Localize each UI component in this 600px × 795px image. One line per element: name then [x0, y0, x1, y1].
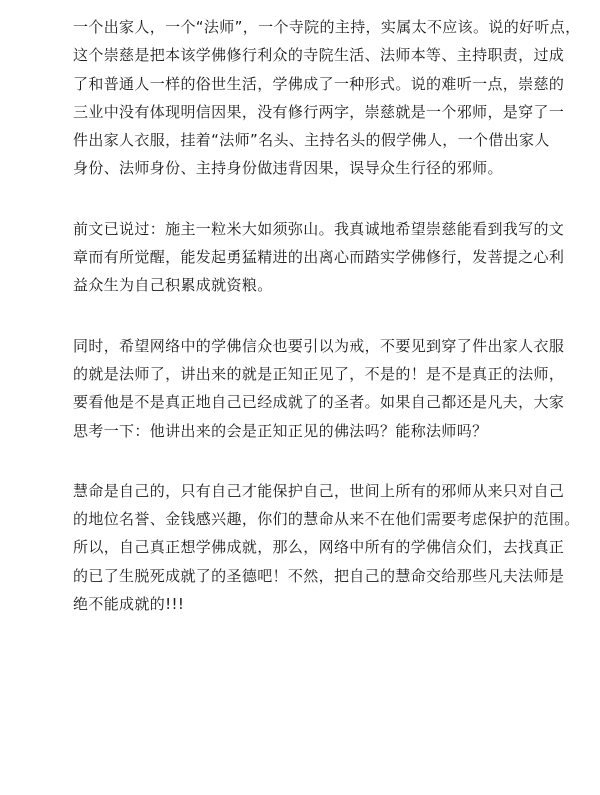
- text-line: 益众生为自己积累成就资粮。: [73, 276, 273, 295]
- text-line: 绝不能成就的!!!: [73, 595, 185, 614]
- text-line: 身份、法师身份、主持身份做违背因果，误导众生行径的邪师。: [73, 159, 503, 178]
- text-line: 的已了生脱死成就了的圣德吧！不然，把自己的慧命交给那些凡夫法师是: [73, 566, 565, 585]
- text-line: 思考一下：他讲出来的会是正知正见的佛法吗？能称法师吗？: [73, 421, 488, 440]
- text-line: 了和普通人一样的俗世生活，学佛成了一种形式。说的难听一点，崇慈的: [73, 74, 565, 93]
- paragraph-4: [73, 477, 580, 618]
- paragraph-3: [73, 332, 565, 445]
- text-line: 这个崇慈是把本该学佛修行利众的寺院生活、法师本等、主持职责，过成: [73, 46, 565, 65]
- text-line: 慧命是自己的，只有自己才能保护自己，世间上所有的邪师从来只对自己: [73, 481, 565, 500]
- text-line: 一个出家人，一个“法师”，一个寺院的主持，实属太不应该。说的好听点，: [73, 18, 581, 36]
- text-line: 的就是法师了，讲出来的就是正知正见了，不是的！是不是真正的法师，: [73, 364, 565, 383]
- paragraph-1: [73, 13, 581, 183]
- text-line: 同时，希望网络中的学佛信众也要引以为戒，不要见到穿了件出家人衣服: [73, 336, 565, 355]
- text-line: 所以，自己真正想学佛成就，那么，网络中所有的学佛信众们，去找真正: [73, 538, 565, 557]
- text-line: 章而有所觉醒，能发起勇猛精进的出离心而踏实学佛修行，发菩提之心利: [73, 248, 565, 267]
- text-line: 三业中没有体现明信因果，没有修行两字，崇慈就是一个邪师，是穿了一: [73, 102, 565, 121]
- text-line: 前文已说过：施主一粒米大如须弥山。我真诚地希望崇慈能看到我写的文: [73, 219, 565, 238]
- paragraph-2: [73, 215, 565, 300]
- text-line: 要看他是不是真正地自己已经成就了的圣者。如果自己都还是凡夫，大家: [73, 393, 565, 412]
- text-line: 件出家人衣服，挂着“法师”名头、主持名头的假学佛人，一个借出家人: [73, 131, 550, 150]
- text-line: 的地位名誉、金钱感兴趣，你们的慧命从来不在他们需要考虑保护的范围。: [73, 510, 580, 529]
